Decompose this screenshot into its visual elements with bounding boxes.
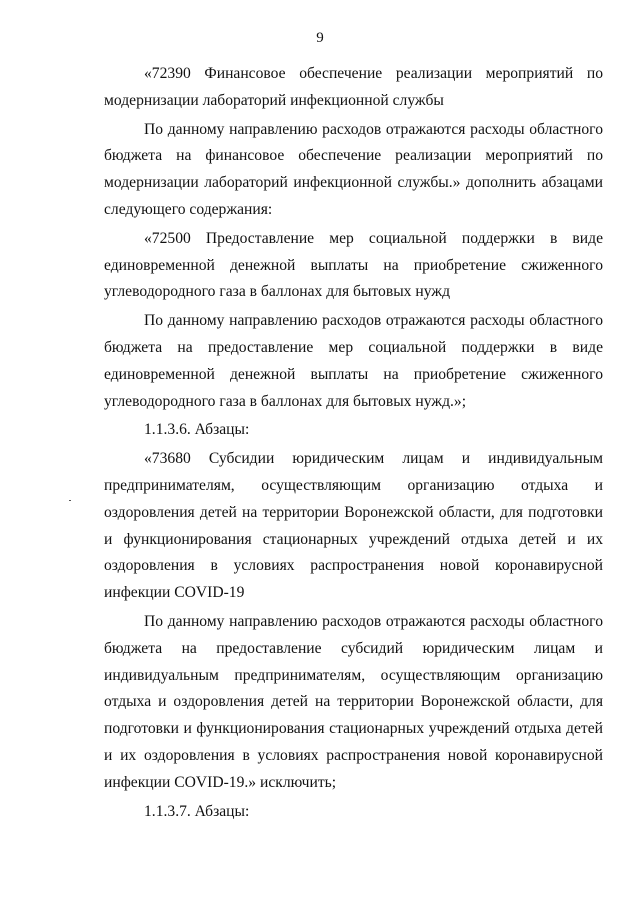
paragraph-73680-heading: «73680 Субсидии юридическим лицам и индивидуальным предпринимателям, осуществляющим организацию отдыха и оздоровления детей на территории Воронежской области, для подготовки и функционирования стационарных учреждений отдыха детей и их оздоровления в условиях распространения новой коронавирусной инфекции COVID-19 [104,450,603,602]
scan-artifact [69,500,71,501]
paragraph-72500-heading: «72500 Предоставление мер социальной поддержки в виде единовременной денежной выплаты на приобретение сжиженного углеводородного газа в баллонах для бытовых нужд [104,229,603,301]
page-number: 9 [316,30,324,46]
paragraph-72500-description: По данному направлению расходов отражаются расходы областного бюджета на предоставление мер социальной поддержки в виде единовременной денежной выплаты на приобретение сжиженного углеводородного газа в баллонах для бытовых нужд.»; [104,312,603,410]
paragraph-72390-heading: «72390 Финансовое обеспечение реализации мероприятий по модернизации лабораторий инфекционной службы [104,65,603,109]
paragraph-72390-description: По данному направлению расходов отражаются расходы областного бюджета на финансовое обеспечение реализации мероприятий по модернизации лабораторий инфекционной службы.» дополнить абзацами следующего содержания: [104,120,603,218]
clause-1-1-3-7: 1.1.3.7. Абзацы: [144,802,250,820]
clause-1-1-3-6: 1.1.3.6. Абзацы: [144,421,250,439]
document-body [104,61,603,825]
paragraph-73680-description: По данному направлению расходов отражаются расходы областного бюджета на предоставление субсидий юридическим лицам и индивидуальным предпринимателям, осуществляющим организацию отдыха и оздоровления детей на территории Воронежской области, для подготовки и функционирования стационарных учреждений отдыха детей и их оздоровления в условиях распространения новой коронавирусной инфекции COVID-19.» исключить; [104,612,603,791]
